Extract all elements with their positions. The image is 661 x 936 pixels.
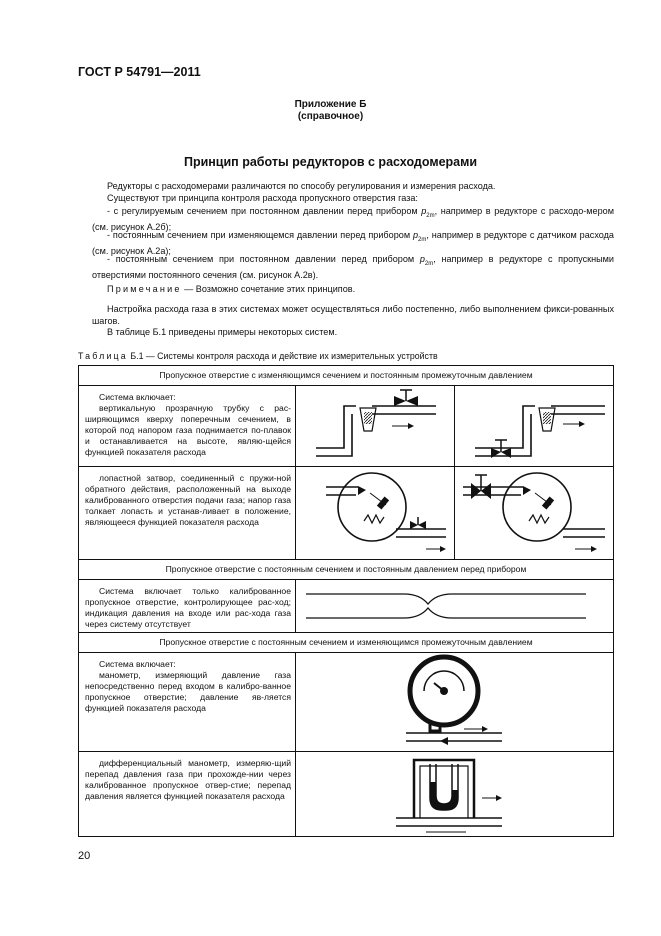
diff-manometer-diagram [296, 752, 612, 836]
document-header: ГОСТ Р 54791—2011 [78, 65, 201, 79]
diff-manometer-figure [296, 752, 614, 837]
paragraph-intro: Редукторы с расходомерами различаются по способу регулирования и измерения расхода. [107, 181, 496, 191]
section-header: Пропускное отверстие с постоянным сечением и постоянным давлением перед прибором [79, 560, 614, 580]
vane-diagram-1 [296, 467, 454, 559]
rotameter-figure-2 [455, 386, 614, 467]
bullet-variable-section: - с регулируемым сечением при постоянном давлении перед прибором $p_{2m}$, например в редукторе с расходо-мером (см. рисунок А.2б); [92, 206, 614, 233]
rotameter-figure-1 [296, 386, 455, 467]
paragraph-table-ref: В таблице Б.1 приведены примеры некоторых систем. [107, 327, 338, 337]
vane-figure-2 [455, 467, 614, 560]
section-header: Пропускное отверстие с изменяющимся сечением и постоянным промежуточным давлением [79, 366, 614, 386]
bullet-constant-section-varying: - постоянным сечением при изменяющемся давлении перед прибором $p_{2m}$, например в редукторе с датчиком расхода (см. рисунок А.2а); [92, 230, 614, 257]
rotameter-diagram-2 [455, 386, 613, 466]
rotameter-diagram-1 [296, 386, 454, 466]
vane-figure-1 [296, 467, 455, 560]
paragraph-adjustment: Настройка расхода газа в этих системах может осуществляться либо постепенно, либо выполнением фикси-рованных шагов. [92, 304, 614, 326]
manometer-diagram [296, 653, 612, 751]
section-header: Пропускное отверстие с постоянным сечением и изменяющимся промежуточным давлением [79, 633, 614, 653]
row-rotameter-text: Система включает: вертикальную прозрачную трубку с рас-ширяющимся кверху поперечным сечением, в которой под напором газа поднимается по-плавок и останавливается на высоте, являю-щейся функцией показателя расхода [79, 386, 296, 467]
annex-label: Приложение Б [294, 99, 367, 110]
row-diff-manometer-text: дифференциальный манометр, измеряю-щий перепад давления газа при прохожде-нии через калиброванное пропускное отвер-стие; перепад давления является функцией показателя расхода [79, 752, 296, 837]
page-title: Принцип работы редукторов с расходомерами [183, 155, 478, 169]
table-caption: Таблица Б.1 — Системы контроля расхода и действие их измерительных устройств [78, 351, 438, 361]
systems-table [78, 365, 614, 837]
bullet-constant-section-constant: - постоянным сечением при постоянном давлении перед прибором $p_{2m}$, например в редукторе с пропускными отверстиями постоянного сечения (см. рисунок А.2в). [92, 254, 614, 281]
paragraph-principles: Существуют три принципа контроля расхода пропускного отверстия газа: [107, 193, 418, 203]
row-manometer-text: Система включает: манометр, измеряющий давление газа непосредственно перед входом в калибро-ванное пропускное отверстие; давление яв-ляется функцией показателя расхода [79, 653, 296, 752]
manometer-figure [296, 653, 614, 752]
note-label: Примечание [107, 284, 182, 294]
orifice-figure [296, 580, 614, 633]
vane-diagram-2 [455, 467, 613, 559]
row-orifice-text: Система включает только калиброванное пропускное отверстие, контролирующее рас-ход; индикация давления на входе или рас-хода газа через систему отсутствует [79, 580, 296, 633]
note: Примечание — Возможно сочетание этих принципов. [107, 284, 356, 294]
row-vane-text: лопастной затвор, соединенный с пружи-ной обратного действия, расположенный на выходе калиброванного отверстия подачи газа; напор газа толкает лопасть и устанав-ливает в положение, являющееся функцией показателя расхода [79, 467, 296, 560]
annex-type: (справочное) [297, 111, 364, 122]
orifice-diagram [296, 580, 612, 632]
page-number: 20 [78, 850, 91, 862]
